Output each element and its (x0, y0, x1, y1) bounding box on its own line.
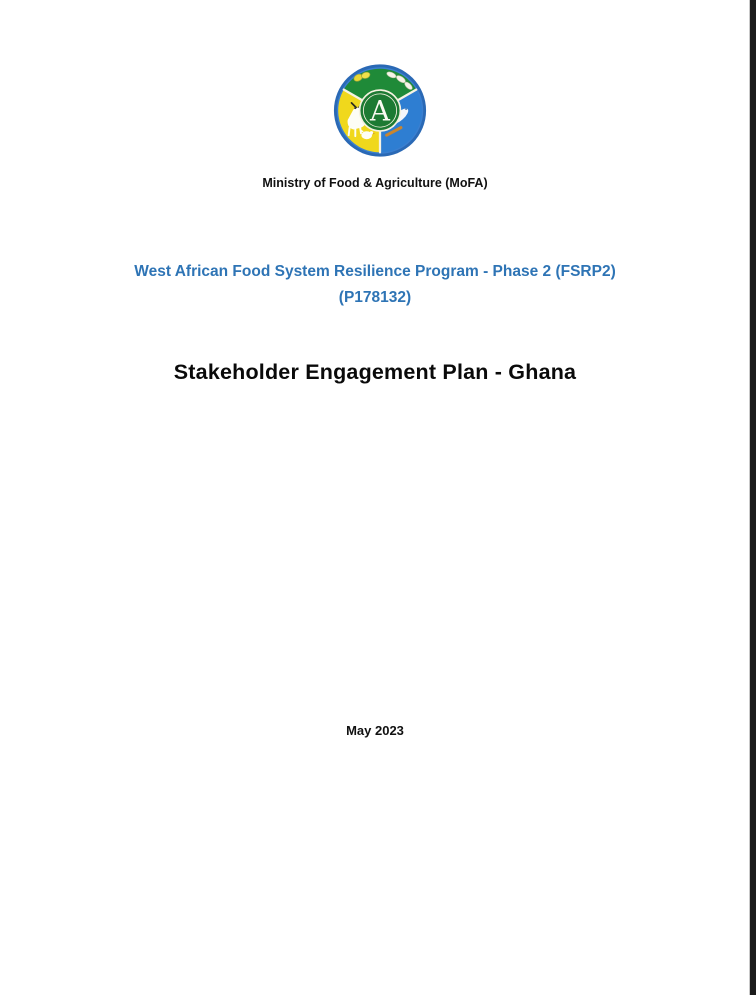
document-date: May 2023 (346, 723, 404, 738)
logo-center-letter: A (370, 95, 390, 128)
mofa-logo-icon (333, 63, 428, 158)
document-title: Stakeholder Engagement Plan - Ghana (173, 360, 577, 384)
organization-name: Ministry of Food & Agriculture (MoFA) (262, 176, 488, 190)
program-title (0, 259, 750, 311)
scan-edge-artifact (749, 0, 756, 995)
mofa-logo (333, 63, 428, 158)
program-title-line1: West African Food System Resilience Program - Phase 2 (FSRP2) (134, 263, 616, 280)
program-title-line2: (P178132) (338, 289, 412, 306)
